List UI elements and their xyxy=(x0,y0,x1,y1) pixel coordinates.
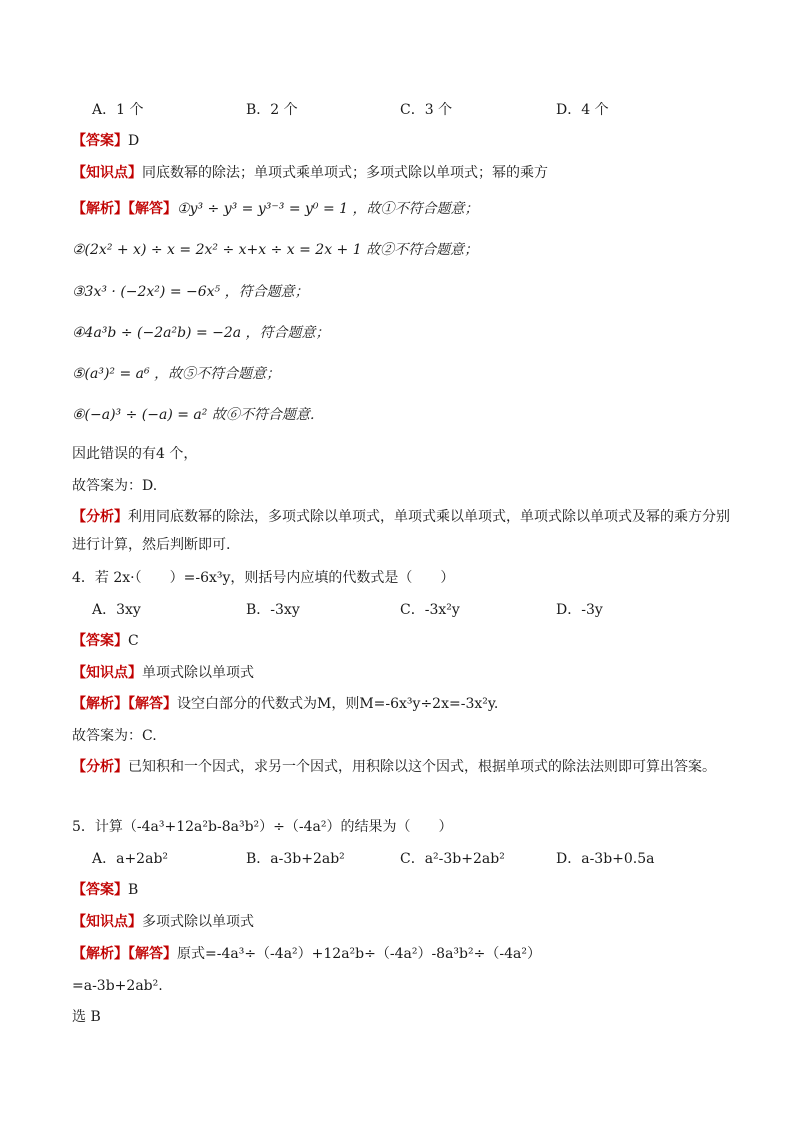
analysis-text: 原式=-4a³÷（-4a²）+12a²b÷（-4a²）-8a³b²÷（-4a²） xyxy=(177,946,541,962)
q3-option-d: D．4 个 xyxy=(556,102,609,118)
q3-option-c: C．3 个 xyxy=(400,102,453,118)
q4-stem: 4．若 2x·（ ）=-6x³y，则括号内应填的代数式是（ ） xyxy=(72,570,455,586)
q3-analysis-step-1 xyxy=(72,199,479,219)
q4-answer xyxy=(72,631,139,651)
analysis-tag: 【解析】【解答】 xyxy=(72,946,177,962)
q5-knowledge xyxy=(72,912,254,932)
knowledge-tag: 【知识点】 xyxy=(72,665,142,681)
q3-analysis-step-4: ④4a³b ÷ (−2a²b) = −2a ，符合题意； xyxy=(72,325,330,341)
analysis-tag: 【解析】【解答】 xyxy=(72,696,177,712)
step-text: ①y³ ÷ y³ = y³⁻³ = y⁰ = 1 ，故①不符合题意； xyxy=(177,201,479,217)
fenxi-text: 利用同底数幂的除法，多项式除以单项式，单项式乘以单项式，单项式除以单项式及幂的乘方分别进行计算，然后判断即可. xyxy=(72,509,730,553)
analysis-text: 设空白部分的代数式为M，则M=-6x³y÷2x=-3x²y. xyxy=(177,696,499,712)
q5-option-b: B．a-3b+2ab² xyxy=(246,851,345,867)
q4-option-a: A．3xy xyxy=(92,602,141,618)
answer-value: B xyxy=(128,882,139,898)
knowledge-tag: 【知识点】 xyxy=(72,165,142,181)
q5-option-c: C．a²-3b+2ab² xyxy=(400,851,505,867)
q5-answer xyxy=(72,880,138,900)
q5-result: =a-3b+2ab². xyxy=(72,978,163,994)
q4-final-answer: 故答案为：C. xyxy=(72,728,157,744)
answer-tag: 【答案】 xyxy=(72,633,128,649)
knowledge-text: 同底数幂的除法；单项式乘单项式；多项式除以单项式；幂的乘方 xyxy=(142,165,548,181)
q4-option-d: D．-3y xyxy=(556,602,603,618)
fenxi-tag: 【分析】 xyxy=(72,759,128,775)
fenxi-text: 已知积和一个因式，求另一个因式，用积除以这个因式，根据单项式的除法法则即可算出答案。 xyxy=(128,759,716,775)
answer-value: C xyxy=(128,633,139,649)
q3-analysis-step-2: ②(2x² + x) ÷ x = 2x² ÷ x+x ÷ x = 2x + 1 故②不符合题意； xyxy=(72,242,479,258)
q5-analysis xyxy=(72,944,541,964)
q3-conclusion: 因此错误的有4 个， xyxy=(72,446,198,462)
q4-fenxi xyxy=(72,753,732,781)
knowledge-tag: 【知识点】 xyxy=(72,914,142,930)
knowledge-text: 单项式除以单项式 xyxy=(142,665,254,681)
q3-analysis-step-6: ⑥(−a)³ ÷ (−a) = a² 故⑥不符合题意． xyxy=(72,407,324,423)
answer-value: D xyxy=(128,133,140,149)
analysis-tag: 【解析】【解答】 xyxy=(72,201,177,217)
q3-option-a: A．1 个 xyxy=(92,102,144,118)
fenxi-tag: 【分析】 xyxy=(72,509,128,525)
q5-choice: 选 B xyxy=(72,1009,101,1025)
q5-option-a: A．a+2ab² xyxy=(92,851,169,867)
q4-analysis xyxy=(72,694,498,714)
q3-analysis-step-5: ⑤(a³)² = a⁶ ，故⑤不符合题意； xyxy=(72,366,281,382)
q3-answer xyxy=(72,131,139,151)
q3-fenxi xyxy=(72,503,732,559)
knowledge-text: 多项式除以单项式 xyxy=(142,914,254,930)
q3-final-answer: 故答案为：D. xyxy=(72,478,158,494)
answer-tag: 【答案】 xyxy=(72,882,128,898)
q3-analysis-step-3: ③3x³ · (−2x²) = −6x⁵ ，符合题意； xyxy=(72,284,309,300)
q5-option-d: D．a-3b+0.5a xyxy=(556,851,655,867)
q3-option-b: B．2 个 xyxy=(246,102,298,118)
q4-option-c: C．-3x²y xyxy=(400,602,460,618)
q3-knowledge xyxy=(72,163,548,183)
q4-knowledge xyxy=(72,663,254,683)
q5-stem: 5．计算（-4a³+12a²b-8a³b²）÷（-4a²）的结果为（ ） xyxy=(72,819,453,835)
q4-option-b: B．-3xy xyxy=(246,602,300,618)
answer-tag: 【答案】 xyxy=(72,133,128,149)
